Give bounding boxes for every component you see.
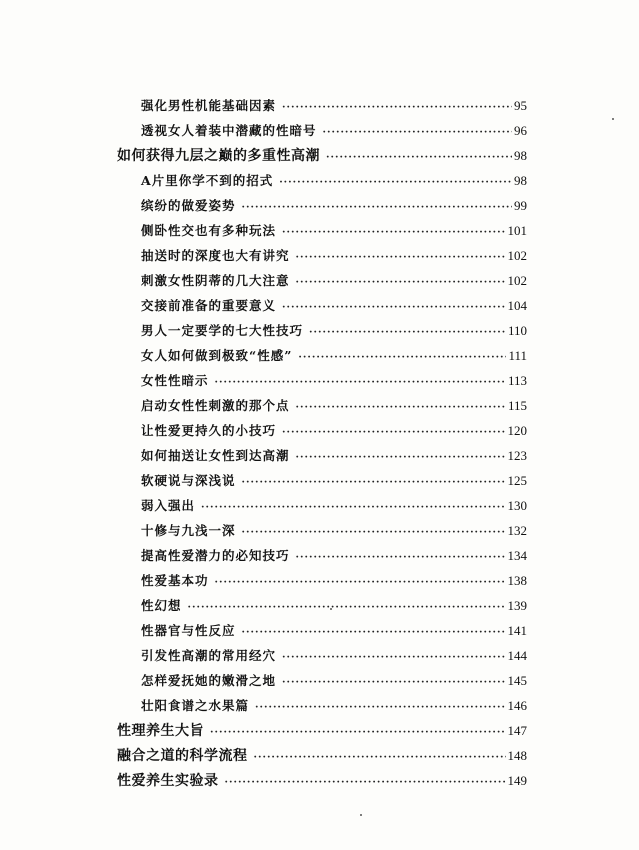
toc-chapter-entry[interactable] xyxy=(117,770,527,792)
toc-entry-page: 111 xyxy=(508,348,527,363)
toc-entry-title: 性爱基本功 xyxy=(141,573,209,588)
dot-leader xyxy=(296,547,506,569)
toc-entry-page: 149 xyxy=(507,773,527,788)
dot-leader xyxy=(201,497,505,519)
toc-entry-title: 抽送时的深度也大有讲究 xyxy=(141,248,290,263)
dot-leader xyxy=(215,372,506,394)
toc-entry-title: 让性爱更持久的小技巧 xyxy=(141,423,277,438)
toc-entry-title: 如何抽送让女性到达高潮 xyxy=(141,448,290,463)
toc-entry-title: 提高性爱潜力的必知技巧 xyxy=(141,548,290,563)
toc-entry-page: 145 xyxy=(507,673,527,688)
toc-entry-title: 壮阳食谱之水果篇 xyxy=(141,698,250,713)
toc-entry-title: 融合之道的科学流程 xyxy=(117,748,248,764)
dot-leader xyxy=(296,397,506,419)
dot-leader xyxy=(296,447,506,469)
toc-entry-page: 138 xyxy=(507,573,527,588)
toc-entry[interactable] xyxy=(141,520,527,542)
dot-leader xyxy=(242,197,512,219)
dot-leader xyxy=(255,697,505,719)
toc-entry-title: 启动女性性刺激的那个点 xyxy=(141,398,290,413)
toc-chapter-entry[interactable] xyxy=(117,720,527,742)
toc-entry-page: 147 xyxy=(507,723,527,738)
dot-leader xyxy=(225,772,506,794)
dot-leader xyxy=(296,247,506,269)
toc-entry-page: 95 xyxy=(514,98,527,113)
toc-entry[interactable] xyxy=(141,220,527,242)
dot-leader xyxy=(279,172,512,194)
toc-entry-page: 102 xyxy=(507,248,527,263)
toc-entry-title: 刺激女性阴蒂的几大注意 xyxy=(141,273,290,288)
toc-entry-page: 123 xyxy=(507,448,527,463)
scan-speck xyxy=(330,608,332,610)
dot-leader xyxy=(282,297,505,319)
toc-chapter-entry[interactable] xyxy=(117,145,527,167)
dot-leader xyxy=(326,147,512,169)
toc-entry-page: 139 xyxy=(507,598,527,613)
toc-entry-title: 性幻想 xyxy=(141,598,182,613)
toc-entry[interactable] xyxy=(141,695,527,717)
toc-entry-page: 102 xyxy=(507,273,527,288)
dot-leader xyxy=(242,622,506,644)
dot-leader xyxy=(282,97,512,119)
dot-leader xyxy=(188,597,506,619)
toc-entry[interactable] xyxy=(141,420,527,442)
toc-entry-page: 98 xyxy=(514,148,527,163)
toc-entry-page: 134 xyxy=(507,548,527,563)
scan-speck xyxy=(612,118,614,120)
toc-entry[interactable] xyxy=(141,620,527,642)
toc-entry-title: 女人如何做到极致“性感” xyxy=(141,348,293,363)
dot-leader xyxy=(282,672,505,694)
dot-leader xyxy=(323,122,512,144)
toc-entry-page: 132 xyxy=(507,523,527,538)
toc-entry-page: 148 xyxy=(507,748,527,763)
toc-entry[interactable] xyxy=(141,370,527,392)
dot-leader xyxy=(296,272,506,294)
toc-entry-title: 性爱养生实验录 xyxy=(117,773,219,789)
toc-entry[interactable] xyxy=(141,495,527,517)
toc-entry-title: 交接前准备的重要意义 xyxy=(141,298,277,313)
dot-leader xyxy=(242,472,506,494)
toc-entry-title: 女性性暗示 xyxy=(141,373,209,388)
toc-entry[interactable] xyxy=(141,170,527,192)
toc-entry-page: 99 xyxy=(514,198,527,213)
dot-leader xyxy=(309,322,506,344)
toc-entry[interactable] xyxy=(141,670,527,692)
dot-leader xyxy=(282,422,505,444)
toc-entry-title: 性理养生大旨 xyxy=(117,723,204,739)
toc-entry-title: 缤纷的做爱姿势 xyxy=(141,198,236,213)
toc-entry-page: 113 xyxy=(507,373,527,388)
toc-entry-page: 110 xyxy=(507,323,527,338)
toc-entry[interactable] xyxy=(141,120,527,142)
toc-entry-title: 侧卧性交也有多种玩法 xyxy=(141,223,277,238)
toc-entry[interactable] xyxy=(141,470,527,492)
toc-entry-title: 透视女人着装中潜藏的性暗号 xyxy=(141,123,317,138)
dot-leader xyxy=(210,722,506,744)
toc-entry[interactable] xyxy=(141,545,527,567)
toc-entry-page: 98 xyxy=(514,173,527,188)
toc-entry-title: 软硬说与深浅说 xyxy=(141,473,236,488)
toc-entry-title: 弱入强出 xyxy=(141,498,196,513)
toc-entry-page: 130 xyxy=(507,498,527,513)
toc-entry-title: 强化男性机能基础因素 xyxy=(141,98,277,113)
toc-entry[interactable] xyxy=(141,570,527,592)
toc-entry-page: 104 xyxy=(507,298,527,313)
toc-entry[interactable] xyxy=(141,445,527,467)
dot-leader xyxy=(215,572,506,594)
dot-leader xyxy=(282,647,505,669)
toc-entry-page: 115 xyxy=(507,398,527,413)
toc-entry-title: 十修与九浅一深 xyxy=(141,523,236,538)
toc-entry-page: 120 xyxy=(507,423,527,438)
toc-entry[interactable] xyxy=(141,95,527,117)
toc-entry[interactable] xyxy=(141,395,527,417)
toc-entry[interactable] xyxy=(141,245,527,267)
toc-entry[interactable] xyxy=(141,320,527,342)
toc-entry-title: A片里你学不到的招式 xyxy=(141,173,274,188)
toc-entry-page: 125 xyxy=(507,473,527,488)
toc-chapter-entry[interactable] xyxy=(117,745,527,767)
dot-leader xyxy=(282,222,505,244)
dot-leader xyxy=(242,522,506,544)
toc-entry-title: 性器官与性反应 xyxy=(141,623,236,638)
toc-entry-page: 141 xyxy=(507,623,527,638)
toc-entry-page: 144 xyxy=(507,648,527,663)
toc-entry[interactable] xyxy=(141,195,527,217)
dot-leader xyxy=(254,747,506,769)
toc-entry[interactable] xyxy=(141,345,527,367)
dot-leader xyxy=(298,347,506,369)
toc-entry-title: 引发性高潮的常用经穴 xyxy=(141,648,277,663)
toc-entry[interactable] xyxy=(141,645,527,667)
toc-entry-page: 146 xyxy=(507,698,527,713)
toc-entry-page: 101 xyxy=(507,223,527,238)
toc-entry-title: 如何获得九层之巅的多重性高潮 xyxy=(117,148,320,164)
toc-entry-page: 96 xyxy=(514,123,527,138)
toc-entry[interactable] xyxy=(141,595,527,617)
toc-entry-title: 男人一定要学的七大性技巧 xyxy=(141,323,304,338)
toc-entry[interactable] xyxy=(141,295,527,317)
toc-entry[interactable] xyxy=(141,270,527,292)
toc-entry-title: 怎样爱抚她的嫩滑之地 xyxy=(141,673,277,688)
scan-speck xyxy=(360,814,362,816)
